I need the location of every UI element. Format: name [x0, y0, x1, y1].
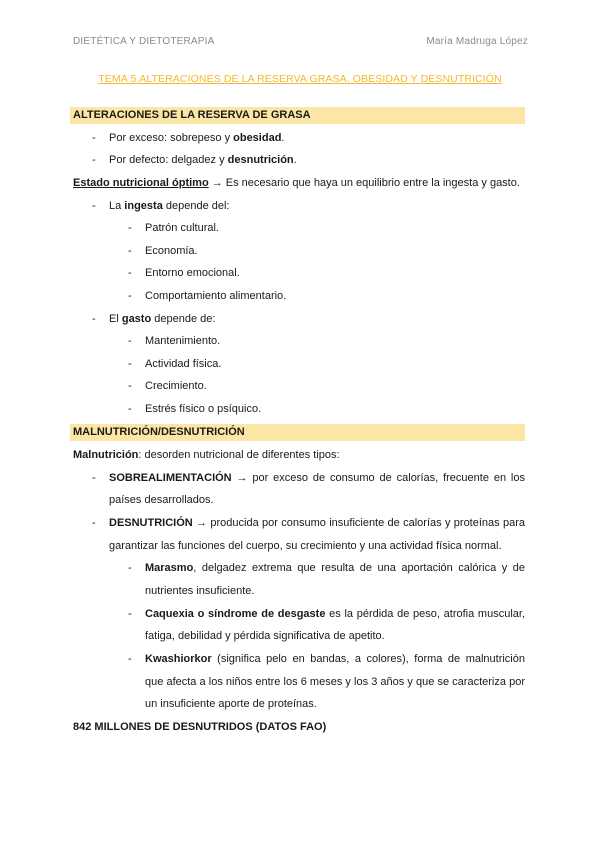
expense-item: Crecimiento.	[145, 380, 207, 392]
bullet-dash: -	[128, 335, 132, 347]
bullet-dash: -	[92, 154, 96, 166]
bullet-dash: -	[92, 132, 96, 144]
overfeeding-line2: países desarrollados.	[109, 494, 214, 506]
section-heading-fat-reserve: ALTERACIONES DE LA RESERVA DE GRASA	[70, 107, 525, 124]
bullet-dash: -	[128, 222, 132, 234]
overfeeding-line1: SOBREALIMENTACIÓN → por exceso de consumo de calorías, frecuente en los	[109, 472, 525, 484]
bullet-defect: Por defecto: delgadez y desnutrición.	[109, 154, 297, 166]
expense-item: Actividad física.	[145, 358, 222, 370]
expense-item: Mantenimiento.	[145, 335, 221, 347]
section-heading-malnutrition: MALNUTRICIÓN/DESNUTRICIÓN	[70, 424, 525, 441]
malnutrition-definition: Malnutrición: desorden nutricional de diferentes tipos:	[73, 449, 340, 461]
intake-item: Patrón cultural.	[145, 222, 219, 234]
expense-heading: El gasto depende de:	[109, 313, 216, 325]
cachexia-line1: Caquexia o síndrome de desgaste es la pérdida de peso, atrofia muscular,	[145, 608, 525, 620]
cachexia-line2: fatiga, debilidad y pérdida significativa de apetito.	[145, 630, 385, 642]
marasmus-line2: nutrientes insuficiente.	[145, 585, 255, 597]
bullet-dash: -	[92, 200, 96, 212]
bullet-dash: -	[128, 245, 132, 257]
marasmus-line1: Marasmo, delgadez extrema que resulta de una aportación calórica y de	[145, 562, 525, 574]
bullet-excess: Por exceso: sobrepeso y obesidad.	[109, 132, 285, 144]
kwashiorkor-line2: que afecta a los niños entre los 6 meses y los 3 años y que se caracteriza por	[145, 676, 525, 688]
bullet-dash: -	[128, 380, 132, 392]
undernutrition-line1: DESNUTRICIÓN → producida por consumo insuficiente de calorías y proteínas para	[109, 517, 525, 529]
kwashiorkor-line3: un insuficiente aporte de proteínas.	[145, 698, 317, 710]
bullet-dash: -	[128, 403, 132, 415]
intake-item: Economía.	[145, 245, 198, 257]
bullet-dash: -	[128, 267, 132, 279]
bullet-dash: -	[128, 562, 132, 574]
bullet-dash: -	[128, 608, 132, 620]
undernutrition-line2: garantizar las funciones del cuerpo, su crecimiento y una actividad física normal.	[109, 540, 502, 552]
fao-statistic: 842 MILLONES DE DESNUTRIDOS (DATOS FAO)	[73, 721, 327, 733]
document-title: TEMA 5.ALTERACIONES DE LA RESERVA GRASA. OBESIDAD Y DESNUTRICIÓN	[98, 73, 502, 85]
intake-heading: La ingesta depende del:	[109, 200, 230, 212]
bullet-dash: -	[92, 472, 96, 484]
intake-item: Comportamiento alimentario.	[145, 290, 287, 302]
bullet-dash: -	[92, 313, 96, 325]
optimal-state-line: Estado nutricional óptimo → Es necesario que haya un equilibrio entre la ingesta y gasto.	[73, 177, 520, 189]
header-course: DIETÉTICA Y DIETOTERAPIA	[73, 36, 215, 47]
kwashiorkor-line1: Kwashiorkor (significa pelo en bandas, a colores), forma de malnutrición	[145, 653, 525, 665]
header-author: María Madruga López	[426, 36, 528, 47]
intake-item: Entorno emocional.	[145, 267, 240, 279]
bullet-dash: -	[128, 653, 132, 665]
bullet-dash: -	[92, 517, 96, 529]
bullet-dash: -	[128, 358, 132, 370]
bullet-dash: -	[128, 290, 132, 302]
expense-item: Estrés físico o psíquico.	[145, 403, 262, 415]
